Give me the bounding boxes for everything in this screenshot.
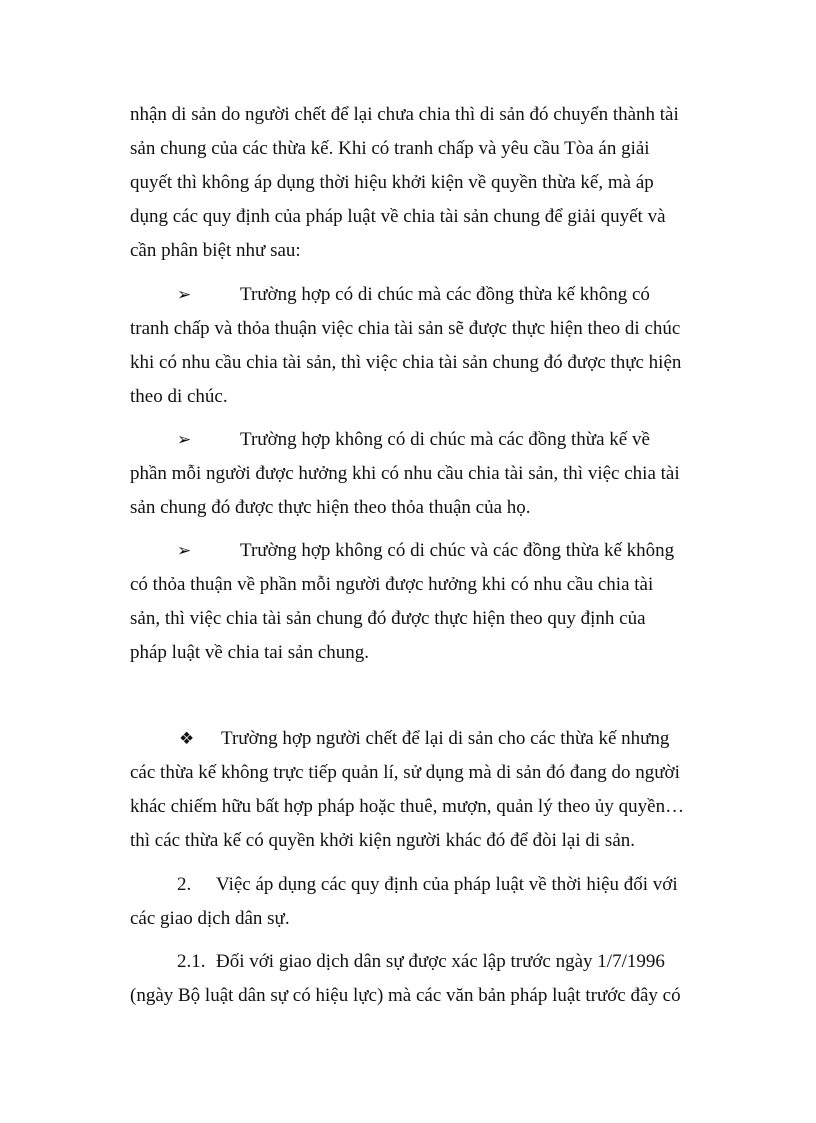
arrow-bullet-icon: ➢ [177, 430, 192, 450]
case-line: pháp luật về chia tai sản chung. [130, 642, 370, 663]
section-heading-line: Việc áp dụng các quy định của pháp luật về thời hiệu đối với [216, 874, 678, 895]
diamond-bullet-icon: ❖ [179, 729, 195, 749]
intro-line: dụng các quy định của pháp luật về chia tài sản chung để giải quyết và [130, 206, 666, 227]
case-line: Trường hợp không có di chúc mà các đồng thừa kế về [240, 429, 650, 450]
case-line: Trường hợp không có di chúc và các đồng thừa kế không [240, 540, 675, 561]
case-line: khi có nhu cầu chia tài sản, thì việc chia tài sản chung đó được thực hiện [130, 352, 682, 373]
case-line: sản chung đó được thực hiện theo thỏa thuận của họ. [130, 497, 531, 518]
intro-line: cần phân biệt như sau: [130, 240, 301, 261]
section-number: 2.1. [177, 951, 206, 972]
case-line: tranh chấp và thỏa thuận việc chia tài sản sẽ được thực hiện theo di chúc [130, 318, 681, 339]
section-number: 2. [177, 874, 192, 895]
intro-line: quyết thì không áp dụng thời hiệu khởi kiện về quyền thừa kế, mà áp [130, 172, 654, 193]
section-text-line: (ngày Bộ luật dân sự có hiệu lực) mà các văn bản pháp luật trước đây có [130, 985, 681, 1006]
case-line: có thỏa thuận về phần mỗi người được hưởng khi có nhu cầu chia tài [130, 574, 654, 595]
arrow-bullet-icon: ➢ [177, 285, 192, 305]
section-text-line: Đối với giao dịch dân sự được xác lập trước ngày 1/7/1996 [216, 951, 665, 972]
case-line: theo di chúc. [130, 386, 228, 407]
intro-line: nhận di sản do người chết để lại chưa chia thì di sản đó chuyển thành tài [130, 104, 679, 125]
diamond-case-line: khác chiếm hữu bất hợp pháp hoặc thuê, mượn, quản lý theo ủy quyền… [130, 796, 685, 817]
case-line: sản, thì việc chia tài sản chung đó được thực hiện theo quy định của [130, 608, 646, 629]
case-line: Trường hợp có di chúc mà các đồng thừa kế không có [240, 284, 650, 305]
case-line: phần mỗi người được hưởng khi có nhu cầu chia tài sản, thì việc chia tài [130, 463, 680, 484]
diamond-case-line: các thừa kế không trực tiếp quản lí, sử dụng mà di sản đó đang do người [130, 762, 680, 783]
diamond-case-line: Trường hợp người chết để lại di sản cho các thừa kế nhưng [221, 728, 670, 749]
arrow-bullet-icon: ➢ [177, 541, 192, 561]
intro-line: sản chung của các thừa kế. Khi có tranh chấp và yêu cầu Tòa án giải [130, 138, 650, 159]
diamond-case-line: thì các thừa kế có quyền khởi kiện người khác đó để đòi lại di sản. [130, 830, 636, 851]
section-heading-line: các giao dịch dân sự. [130, 908, 290, 929]
